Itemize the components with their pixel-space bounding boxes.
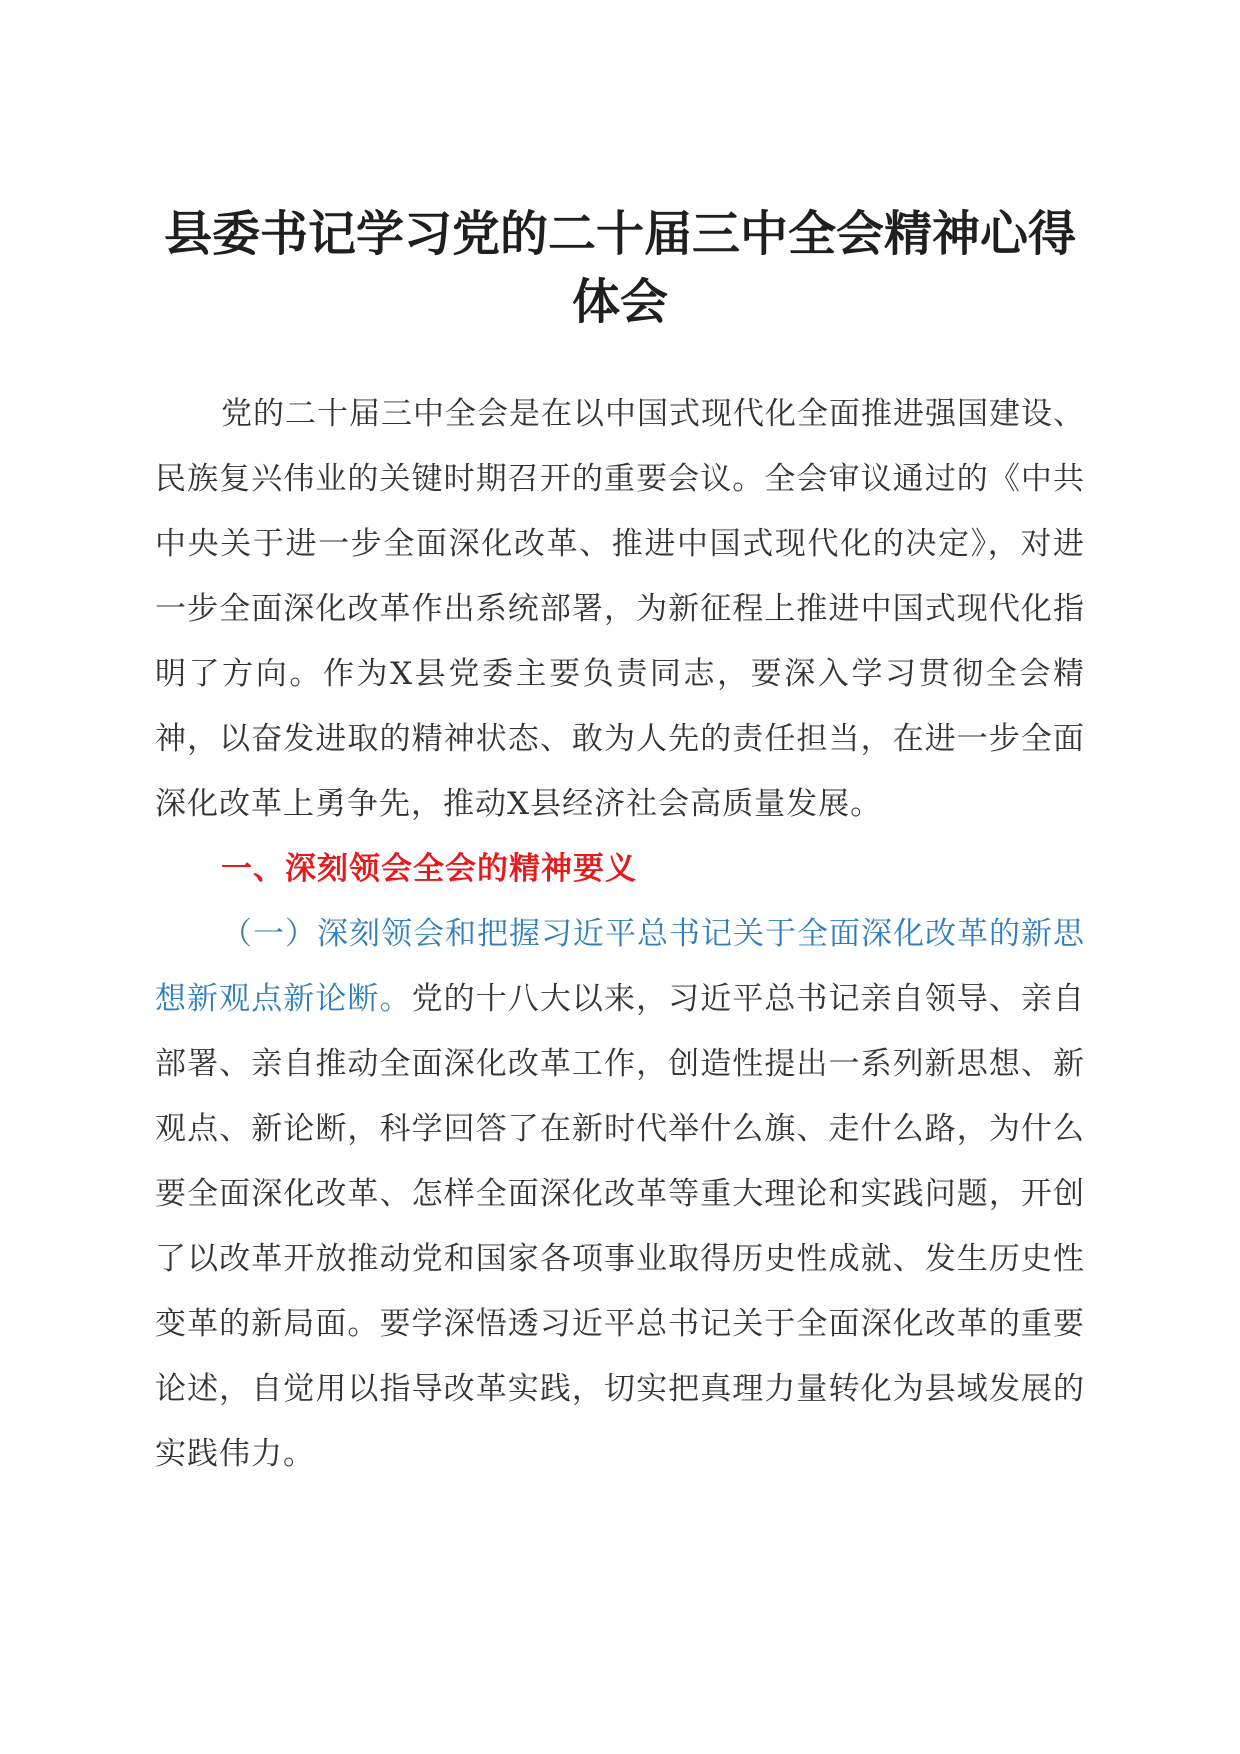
document-body bbox=[155, 382, 1085, 1487]
subsection-paragraph bbox=[155, 902, 1085, 1487]
document-title: 县委书记学习党的二十届三中全会精神心得体会 bbox=[163, 206, 1076, 330]
section-heading: 一、深刻领会全会的精神要义 bbox=[221, 851, 637, 887]
subsection-body: 党的十八大以来，习近平总书记亲自领导、亲自部署、亲自推动全面深化改革工作，创造性提出一系列新思想、新观点、新论断，科学回答了在新时代举什么旗、走什么路，为什么要全面深化改革、怎样全面深化改革等重大理论和实践问题，开创了以改革开放推动党和国家各项事业取得历史性成就、发生历史性变革的新局面。要学深悟透习近平总书记关于全面深化改革的重要论述，自觉用以指导改革实践，切实把真理力量转化为县域发展的实践伟力。 bbox=[155, 981, 1086, 1472]
intro-paragraph: 党的二十届三中全会是在以中国式现代化全面推进强国建设、民族复兴伟业的关键时期召开的重要会议。全会审议通过的《中共中央关于进一步全面深化改革、推进中国式现代化的决定》，对进一步全面深化改革作出系统部署，为新征程上推进中国式现代化指明了方向。作为X县党委主要负责同志，要深入学习贯彻全会精神，以奋发进取的精神状态、敢为人先的责任担当，在进一步全面深化改革上勇争先，推动X县经济社会高质量发展。 bbox=[155, 396, 1085, 822]
subsection-heading: （一）深刻领会和把握习近平总书记关于全面深化改革的新思想新观点新论断。 bbox=[155, 916, 1085, 1017]
